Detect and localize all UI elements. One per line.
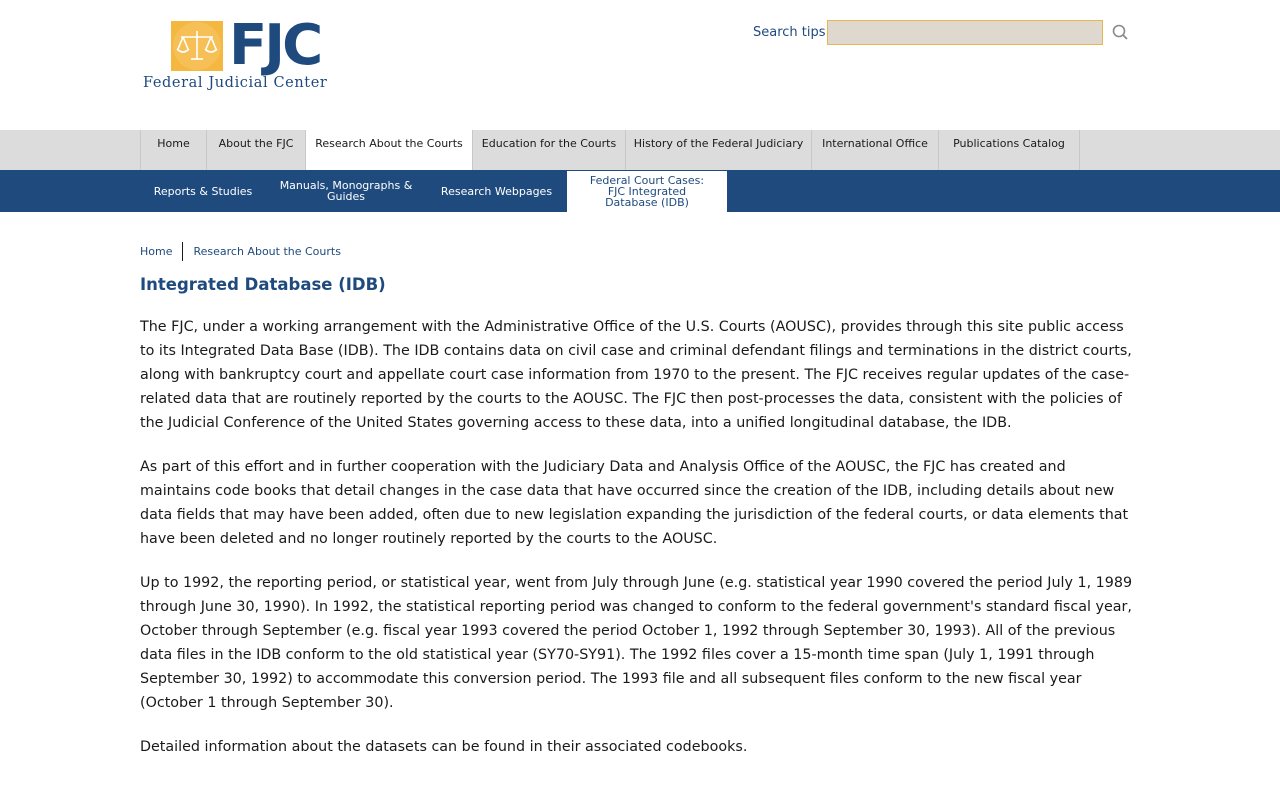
subnav-label [590, 175, 704, 208]
nav-education-for-the-courts[interactable]: Education for the Courts [473, 130, 626, 170]
nav-history-of-the-federal-judiciary[interactable]: History of the Federal Judiciary [626, 130, 812, 170]
subnav-label: Research Webpages [440, 184, 553, 198]
subnav-label-line: Federal Court Cases: [589, 174, 705, 187]
subnav-manuals-monographs-guides[interactable] [266, 170, 426, 212]
secondary-nav [0, 170, 1280, 212]
site-header [0, 0, 1280, 130]
reporting-period-paragraph: Up to 1992, the reporting period, or statistical year, went from July through June (e.g. statistical year 1990 covered the period July 1, 1989 through June 30, 1990). In 1992, the statistical reporting period was changed to conform to the federal government's standard fiscal year, October through September (e.g. fiscal year 1993 covered the period October 1, 1992 through September 30, 1993). All of the previous data files in the IDB conform to the old statistical year (SY70-SY91). The 1992 files cover a 15-month time span (July 1, 1991 through September 30, 1992) to accommodate this conversion period. The 1993 file and all subsequent files conform to the new fiscal year (October 1 through September 30). [140, 575, 1133, 711]
nav-research-about-the-courts[interactable]: Research About the Courts [306, 130, 473, 170]
subnav-federal-court-cases-idb[interactable] [567, 171, 727, 212]
logo-wordmark: FJC [229, 13, 321, 78]
breadcrumb-research-about-the-courts[interactable]: Research About the Courts [193, 244, 341, 258]
breadcrumb [140, 241, 341, 261]
subnav-label-line: Guides [326, 190, 366, 203]
nav-publications-catalog[interactable]: Publications Catalog [939, 130, 1080, 170]
nav-home[interactable]: Home [141, 130, 207, 170]
page-title: Integrated Database (IDB) [140, 275, 386, 294]
logo-subtitle: Federal Judicial Center [143, 75, 328, 91]
breadcrumb-home[interactable]: Home [140, 244, 173, 258]
breadcrumb-divider [182, 242, 183, 261]
primary-nav [0, 130, 1280, 170]
subnav-research-webpages[interactable] [426, 170, 567, 212]
subnav-label: Reports & Studies [153, 184, 253, 198]
nav-international-office[interactable]: International Office [812, 130, 939, 170]
search-icon [1110, 30, 1130, 45]
main-content [140, 315, 1135, 779]
search-tips-link[interactable]: Search tips [753, 25, 826, 40]
subnav-reports-and-studies[interactable] [140, 170, 266, 212]
subnav-label-line: Manuals, Monographs & [279, 179, 413, 192]
search-input[interactable] [827, 20, 1103, 45]
datasets-info-paragraph: Detailed information about the datasets can be found in their associated codebooks. [140, 739, 748, 755]
fjc-logo[interactable] [143, 13, 333, 94]
subnav-label [280, 180, 413, 202]
intro-paragraph: The FJC, under a working arrangement with the Administrative Office of the U.S. Courts (AOUSC), provides through this site public access to its Integrated Data Base (IDB). The IDB contains data on civil case and criminal defendant filings and terminations in the district courts, along with bankruptcy court and appellate court case information from 1970 to the present. The FJC receives regular updates of the case-related data that are routinely reported by the courts to the AOUSC. The FJC then post-processes the data, consistent with the policies of the Judicial Conference of the United States governing access to these data, into a unified longitudinal database, the IDB. [140, 319, 1132, 431]
search-button[interactable] [1110, 22, 1130, 42]
codebooks-paragraph: As part of this effort and in further cooperation with the Judiciary Data and Analysis Office of the AOUSC, the FJC has created and maintains code books that detail changes in the case data that have occurred since the creation of the IDB, including details about new data fields that may have been added, often due to new legislation expanding the jurisdiction of the federal courts, or data elements that have been deleted and no longer routinely reported by the courts to the AOUSC. [140, 459, 1129, 547]
subnav-label-line: FJC Integrated [607, 185, 687, 198]
nav-about-the-fjc[interactable]: About the FJC [207, 130, 306, 170]
scales-of-justice-icon [171, 21, 223, 71]
subnav-label-line: Database (IDB) [605, 196, 689, 209]
